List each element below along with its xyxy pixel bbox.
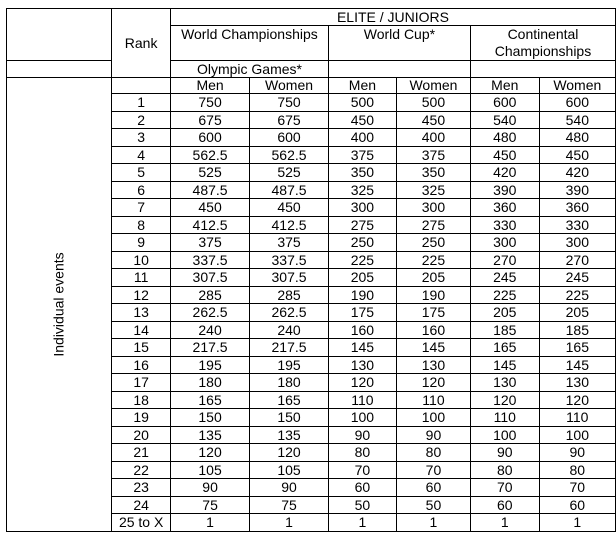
cup-women-cell: 70 [396,461,470,479]
rank-cell: 15 [112,339,171,357]
wc-men-cell: 337.5 [170,251,249,269]
cont-men-cell: 420 [470,164,539,182]
wc-women-cell: 285 [250,286,329,304]
cont-men-cell: 270 [470,251,539,269]
cont-men-cell: 360 [470,199,539,217]
wc-women-cell: 1 [250,514,329,532]
wc-women-cell: 675 [250,111,329,129]
cont-men-cell: 185 [470,321,539,339]
rank-cell: 11 [112,269,171,287]
wc-men-cell: 135 [170,426,249,444]
cup-men-cell: 205 [328,269,396,287]
wc-women-cell: 90 [250,479,329,497]
rank-header: Rank [112,9,171,78]
cup-men-cell: 275 [328,216,396,234]
cup-women-cell: 450 [396,111,470,129]
rank-cell: 14 [112,321,171,339]
cup-women-cell: 90 [396,426,470,444]
cont-women-cell: 120 [539,391,615,409]
cont-women-cell: 110 [539,409,615,427]
cup-men-cell: 250 [328,234,396,252]
rank-cell: 12 [112,286,171,304]
rank-cell: 23 [112,479,171,497]
cup-women-cell: 175 [396,304,470,322]
cont-men-header: Men [470,78,539,94]
cup-men-cell: 325 [328,181,396,199]
rank-cell: 22 [112,461,171,479]
cup-women-cell: 190 [396,286,470,304]
rank-cell: 10 [112,251,171,269]
cup-women-cell: 60 [396,479,470,497]
cup-women-cell: 225 [396,251,470,269]
world-cup-header: World Cup* [328,26,470,61]
wc-men-cell: 675 [170,111,249,129]
wc-women-cell: 487.5 [250,181,329,199]
rank-cell: 20 [112,426,171,444]
cup-women-cell: 80 [396,444,470,462]
cont-women-cell: 245 [539,269,615,287]
cont-women-cell: 130 [539,374,615,392]
wc-men-cell: 1 [170,514,249,532]
wc-women-cell: 600 [250,129,329,147]
cont-men-cell: 390 [470,181,539,199]
cup-women-cell: 130 [396,356,470,374]
blank-cell [112,78,171,94]
cup-men-cell: 375 [328,146,396,164]
cup-men-cell: 160 [328,321,396,339]
cont-women-cell: 145 [539,356,615,374]
cup-women-cell: 145 [396,339,470,357]
cont-women-cell: 270 [539,251,615,269]
rank-cell: 13 [112,304,171,322]
cup-women-cell: 400 [396,129,470,147]
wc-women-cell: 195 [250,356,329,374]
cont-women-cell: 225 [539,286,615,304]
cont-men-cell: 90 [470,444,539,462]
olympic-games-header: Olympic Games* [170,61,328,78]
wc-men-cell: 307.5 [170,269,249,287]
cup-men-cell: 190 [328,286,396,304]
cup-men-header: Men [328,78,396,94]
wc-women-cell: 150 [250,409,329,427]
cont-men-cell: 330 [470,216,539,234]
cup-men-cell: 50 [328,496,396,514]
cup-women-cell: 120 [396,374,470,392]
elite-juniors-header: ELITE / JUNIORS [170,9,615,26]
wc-women-cell: 180 [250,374,329,392]
cont-women-cell: 360 [539,199,615,217]
wc-men-cell: 90 [170,479,249,497]
rank-cell: 8 [112,216,171,234]
cont-women-cell: 70 [539,479,615,497]
wc-women-cell: 375 [250,234,329,252]
wc-men-cell: 150 [170,409,249,427]
cup-women-cell: 160 [396,321,470,339]
cup-women-cell: 1 [396,514,470,532]
cont-men-cell: 100 [470,426,539,444]
rank-cell: 7 [112,199,171,217]
cup-men-cell: 80 [328,444,396,462]
cont-men-cell: 120 [470,391,539,409]
cont-men-cell: 1 [470,514,539,532]
cup-women-cell: 300 [396,199,470,217]
wc-women-cell: 525 [250,164,329,182]
cont-women-cell: 165 [539,339,615,357]
cont-women-cell: 300 [539,234,615,252]
rank-cell: 3 [112,129,171,147]
cont-men-cell: 600 [470,94,539,112]
individual-events-label: Individual events [50,252,67,357]
cup-men-cell: 130 [328,356,396,374]
cup-women-cell: 375 [396,146,470,164]
cup-men-cell: 100 [328,409,396,427]
wc-women-cell: 262.5 [250,304,329,322]
cont-men-cell: 480 [470,129,539,147]
wc-men-header: Men [170,78,249,94]
wc-men-cell: 412.5 [170,216,249,234]
rank-cell: 6 [112,181,171,199]
cup-men-cell: 225 [328,251,396,269]
wc-men-cell: 750 [170,94,249,112]
cup-women-cell: 110 [396,391,470,409]
continental-championships-header: Continental Championships [470,26,615,61]
cup-men-cell: 300 [328,199,396,217]
rank-cell: 24 [112,496,171,514]
wc-women-cell: 240 [250,321,329,339]
wc-men-cell: 195 [170,356,249,374]
rank-cell: 9 [112,234,171,252]
cont-women-cell: 80 [539,461,615,479]
blank-cell [7,61,112,78]
cup-men-cell: 1 [328,514,396,532]
wc-women-cell: 450 [250,199,329,217]
rank-cell: 4 [112,146,171,164]
wc-men-cell: 450 [170,199,249,217]
cont-women-cell: 185 [539,321,615,339]
points-table-container [6,8,616,532]
cup-women-header: Women [396,78,470,94]
wc-women-header: Women [250,78,329,94]
wc-men-cell: 487.5 [170,181,249,199]
cont-women-cell: 1 [539,514,615,532]
cont-men-cell: 60 [470,496,539,514]
cup-women-cell: 350 [396,164,470,182]
points-table [6,8,616,532]
wc-men-cell: 165 [170,391,249,409]
rank-cell: 16 [112,356,171,374]
cup-men-cell: 400 [328,129,396,147]
cup-men-cell: 90 [328,426,396,444]
wc-men-cell: 120 [170,444,249,462]
cup-men-cell: 145 [328,339,396,357]
cont-women-cell: 390 [539,181,615,199]
cup-men-cell: 175 [328,304,396,322]
cont-men-cell: 540 [470,111,539,129]
cup-men-cell: 500 [328,94,396,112]
cup-women-cell: 50 [396,496,470,514]
cont-women-cell: 60 [539,496,615,514]
wc-women-cell: 105 [250,461,329,479]
cont-women-cell: 540 [539,111,615,129]
cont-women-cell: 330 [539,216,615,234]
cup-men-cell: 110 [328,391,396,409]
cont-men-cell: 110 [470,409,539,427]
wc-women-cell: 165 [250,391,329,409]
cont-men-cell: 145 [470,356,539,374]
wc-men-cell: 285 [170,286,249,304]
cont-men-cell: 245 [470,269,539,287]
cont-men-cell: 225 [470,286,539,304]
wc-women-cell: 120 [250,444,329,462]
cont-women-header: Women [539,78,615,94]
rank-cell: 19 [112,409,171,427]
cup-men-cell: 70 [328,461,396,479]
wc-men-cell: 262.5 [170,304,249,322]
rank-cell: 2 [112,111,171,129]
cup-men-cell: 60 [328,479,396,497]
rank-cell: 1 [112,94,171,112]
wc-men-cell: 217.5 [170,339,249,357]
rank-cell: 21 [112,444,171,462]
cup-women-cell: 100 [396,409,470,427]
wc-men-cell: 240 [170,321,249,339]
rank-cell: 17 [112,374,171,392]
rank-cell: 18 [112,391,171,409]
blank-cell [470,61,615,78]
rank-cell: 25 to X [112,514,171,532]
rank-cell: 5 [112,164,171,182]
cont-men-cell: 130 [470,374,539,392]
corner-cell [7,9,112,61]
wc-women-cell: 412.5 [250,216,329,234]
cont-men-cell: 80 [470,461,539,479]
cont-women-cell: 450 [539,146,615,164]
cont-men-cell: 300 [470,234,539,252]
cont-women-cell: 90 [539,444,615,462]
wc-men-cell: 105 [170,461,249,479]
wc-women-cell: 217.5 [250,339,329,357]
wc-men-cell: 600 [170,129,249,147]
wc-men-cell: 375 [170,234,249,252]
cont-men-cell: 70 [470,479,539,497]
world-championships-header: World Championships [170,26,328,61]
wc-women-cell: 307.5 [250,269,329,287]
wc-men-cell: 75 [170,496,249,514]
wc-men-cell: 525 [170,164,249,182]
cup-women-cell: 325 [396,181,470,199]
cont-men-cell: 165 [470,339,539,357]
wc-women-cell: 337.5 [250,251,329,269]
wc-men-cell: 180 [170,374,249,392]
cont-women-cell: 205 [539,304,615,322]
cont-women-cell: 420 [539,164,615,182]
wc-women-cell: 75 [250,496,329,514]
cont-women-cell: 600 [539,94,615,112]
cup-women-cell: 275 [396,216,470,234]
cup-women-cell: 500 [396,94,470,112]
wc-women-cell: 750 [250,94,329,112]
wc-women-cell: 135 [250,426,329,444]
blank-cell [328,61,470,78]
cont-women-cell: 480 [539,129,615,147]
cup-men-cell: 350 [328,164,396,182]
cup-men-cell: 450 [328,111,396,129]
cont-men-cell: 450 [470,146,539,164]
cup-women-cell: 205 [396,269,470,287]
wc-women-cell: 562.5 [250,146,329,164]
wc-men-cell: 562.5 [170,146,249,164]
cont-women-cell: 100 [539,426,615,444]
cup-men-cell: 120 [328,374,396,392]
cont-men-cell: 205 [470,304,539,322]
cup-women-cell: 250 [396,234,470,252]
individual-events-label-cell [7,78,112,532]
